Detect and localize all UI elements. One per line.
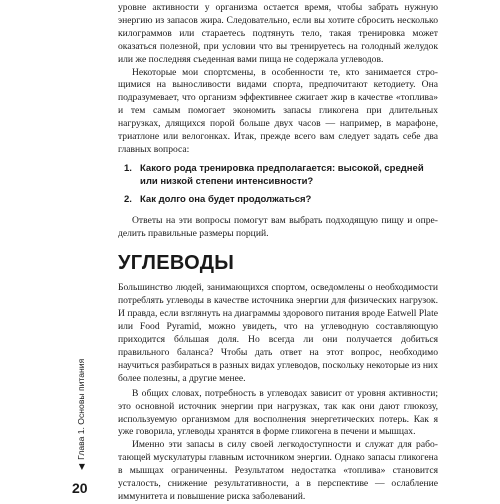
body-paragraph: Именно эти запасы в силу своей легкодоступности и служат для работающей мускулатуры главным источником энергии. Однако запасы гликогена в мышцах ограниченны. Результатом недостатка «топлива» становится усталость, снижение результативности, а в перспективе — ослабление иммунитета и повышение риска заболеваний. <box>118 439 438 502</box>
chapter-title: Глава 1. Основы питания <box>76 358 86 460</box>
list-item <box>118 162 438 189</box>
body-paragraph: В общих словах, потребность в углеводах зависит от уровня активности; это основной источник энергии при нагрузках, так как они дают глюкозу, используемую организмом для восполнения энергетических потерь. Как я уже говорила, углеводы хранятся в форме гликогена в печени и мышцах. <box>118 387 438 438</box>
page-number: 20 <box>72 480 88 496</box>
triangle-marker-icon: ◀ <box>76 463 86 470</box>
body-paragraph: Большинство людей, занимающихся спортом, осведомлены о необходимости потреблять углеводы в качестве источника энергии для физических нагрузок. И правда, если взглянуть на диаграммы здорового питания вроде Eatwell Plate или Food Pyramid, можно увидеть, что на углеводную составляющую приходится бóльшая доля. Но всегда ли они получается добиться правильного баланса? Чтобы дать ответ на этот вопрос, необходимо научиться разбираться в разных видах углеводов, поскольку некоторые из них более полезны, а другие менее. <box>118 282 438 384</box>
list-item <box>118 193 438 207</box>
list-item-text: Как долго она будет продолжаться? <box>140 194 312 206</box>
body-paragraph: Некоторые мои спортсмены, в особенности те, кто занимается строщимися на выносливости видами спорта, предпочитают кетодиету. Она подразумевает, что организм эффективнее сжигает жир в качестве «топлива» и тем самым помогает экономить запасы гликогена при длительных нагрузках, длящихся порой больше двух часов — например, в марафоне, триатлоне или велогонках. Итак, прежде всего вам следует задать себе два главных вопроса: <box>118 66 438 155</box>
list-item-number: 1. <box>124 162 132 174</box>
body-paragraph: Ответы на эти вопросы помогут вам выбрать подходящую пищу и определить правильные размеры порций. <box>118 214 438 239</box>
list-item-number: 2. <box>124 194 132 206</box>
section-heading: УГЛЕВОДЫ <box>118 252 235 275</box>
list-item-text: Какого рода тренировка предполагается: высокой, средней или низкой степени интенсивности? <box>140 162 424 188</box>
chapter-running-head <box>76 359 86 470</box>
questions-list <box>118 162 438 207</box>
text-column <box>118 2 438 504</box>
body-paragraph: уровне активности у организма остается время, чтобы забрать нужную энергию из запасов жира. Следовательно, если вы хотите сбросить несколько килограммов или стараетесь подтянуть тело, такая тренировка может оказаться полезной, при условии что вы тренируетесь на голодный желудок или же последняя съеденная вами пища не содержала углеводов. <box>118 2 438 65</box>
